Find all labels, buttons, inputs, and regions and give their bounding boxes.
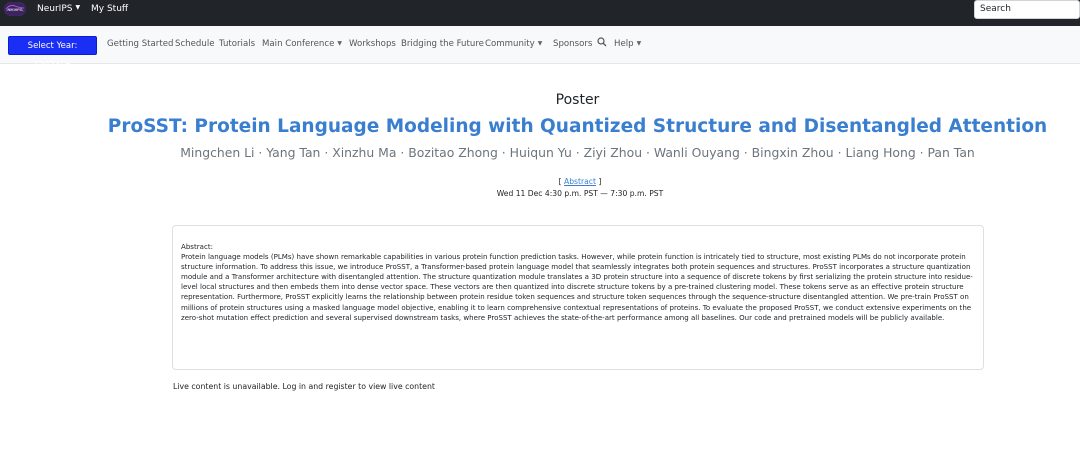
nav-sponsors[interactable]: Sponsors xyxy=(553,39,593,49)
nav-bridging-the-future[interactable]: Bridging the Future xyxy=(401,39,484,49)
chevron-down-icon: ▼ xyxy=(75,4,81,11)
nav-community[interactable] xyxy=(485,39,542,49)
nav-help[interactable] xyxy=(614,39,641,49)
abstract-link-line: [ Abstract ] xyxy=(558,177,602,186)
chevron-down-icon: ▼ xyxy=(337,40,342,47)
nav-tutorials[interactable]: Tutorials xyxy=(219,39,256,49)
abstract-link[interactable]: Abstract xyxy=(564,177,596,186)
top-navbar xyxy=(0,0,1080,26)
event-datetime: Wed 11 Dec 4:30 p.m. PST — 7:30 p.m. PST xyxy=(496,189,664,198)
nav-main-conference[interactable] xyxy=(262,39,342,49)
nav-main-conference-label: Main Conference xyxy=(262,39,335,49)
chevron-down-icon: ▼ xyxy=(636,40,642,47)
nav-workshops[interactable]: Workshops xyxy=(349,39,396,49)
secondary-navbar xyxy=(0,26,1080,71)
nav-getting-started[interactable]: Getting Started xyxy=(107,39,174,49)
abstract-text: Protein language models (PLMs) have shown remarkable capabilities in various protein function prediction tasks. However, while protein function is intricately tied to structure, most existing PLMs do not incorporate protein structure information. To address this issue, we introduce ProSST, a Transformer-based protein language model that seamlessly integrates both protein sequences and structures. ProSST incorporates a structure quantization module and a Transformer architecture with disentangled attention. The structure quantization module translates a 3D protein structure into a sequence of discrete tokens by first serializing the protein structure into residue-level local structures and then embeds them into dense vector space. These vectors are then quantized into discrete structure tokens by a pre-trained clustering model. These tokens serve as an effective protein structure representation. Furthermore, ProSST explicitly learns the relationship between protein residue token sequences and structure token sequences through the sequence-structure disentangled attention. We pre-train ProSST on millions of protein structures using a masked language model objective, enabling it to learn comprehensive contextual representations of proteins. To evaluate the proposed ProSST, we conduct extensive experiments on the zero-shot mutation effect prediction and several supervised downstream tasks, where ProSST achieves the state-of-the-art performance among all baselines. Our code and pretrained models will be publicly available. xyxy=(181,252,973,322)
nav-my-stuff[interactable]: My Stuff xyxy=(91,4,129,14)
search-icon[interactable] xyxy=(597,37,607,50)
nav-neurips-dropdown[interactable] xyxy=(37,4,80,14)
chevron-down-icon: ▼ xyxy=(537,40,543,47)
nav-neurips-label: NeurIPS xyxy=(37,4,73,14)
abstract-card xyxy=(172,225,984,370)
logo-text: NeurIPS xyxy=(7,7,23,12)
abstract-heading: Abstract: xyxy=(181,242,213,251)
live-content-notice: Live content is unavailable. Log in and register to view live content xyxy=(173,382,435,391)
paper-title[interactable]: ProSST: Protein Language Modeling with Quantized Structure and Disentangled Attention xyxy=(107,116,1048,137)
select-year-button[interactable] xyxy=(8,36,97,71)
nav-community-label: Community xyxy=(485,39,535,49)
neurips-logo[interactable] xyxy=(4,2,26,16)
event-type-label: Poster xyxy=(555,92,600,108)
select-year-label: Select Year: (2024) xyxy=(27,41,78,71)
paper-authors: Mingchen Li · Yang Tan · Xinzhu Ma · Bozitao Zhong · Huiqun Yu · Ziyi Zhou · Wanli Ouyang · Bingxin Zhou · Liang Hong · Pan Tan xyxy=(180,145,975,160)
chevron-down-icon: ▼ xyxy=(65,62,70,69)
search-input[interactable]: Search xyxy=(974,0,1080,19)
nav-help-label: Help xyxy=(614,39,634,49)
nav-schedule[interactable]: Schedule xyxy=(175,39,215,49)
